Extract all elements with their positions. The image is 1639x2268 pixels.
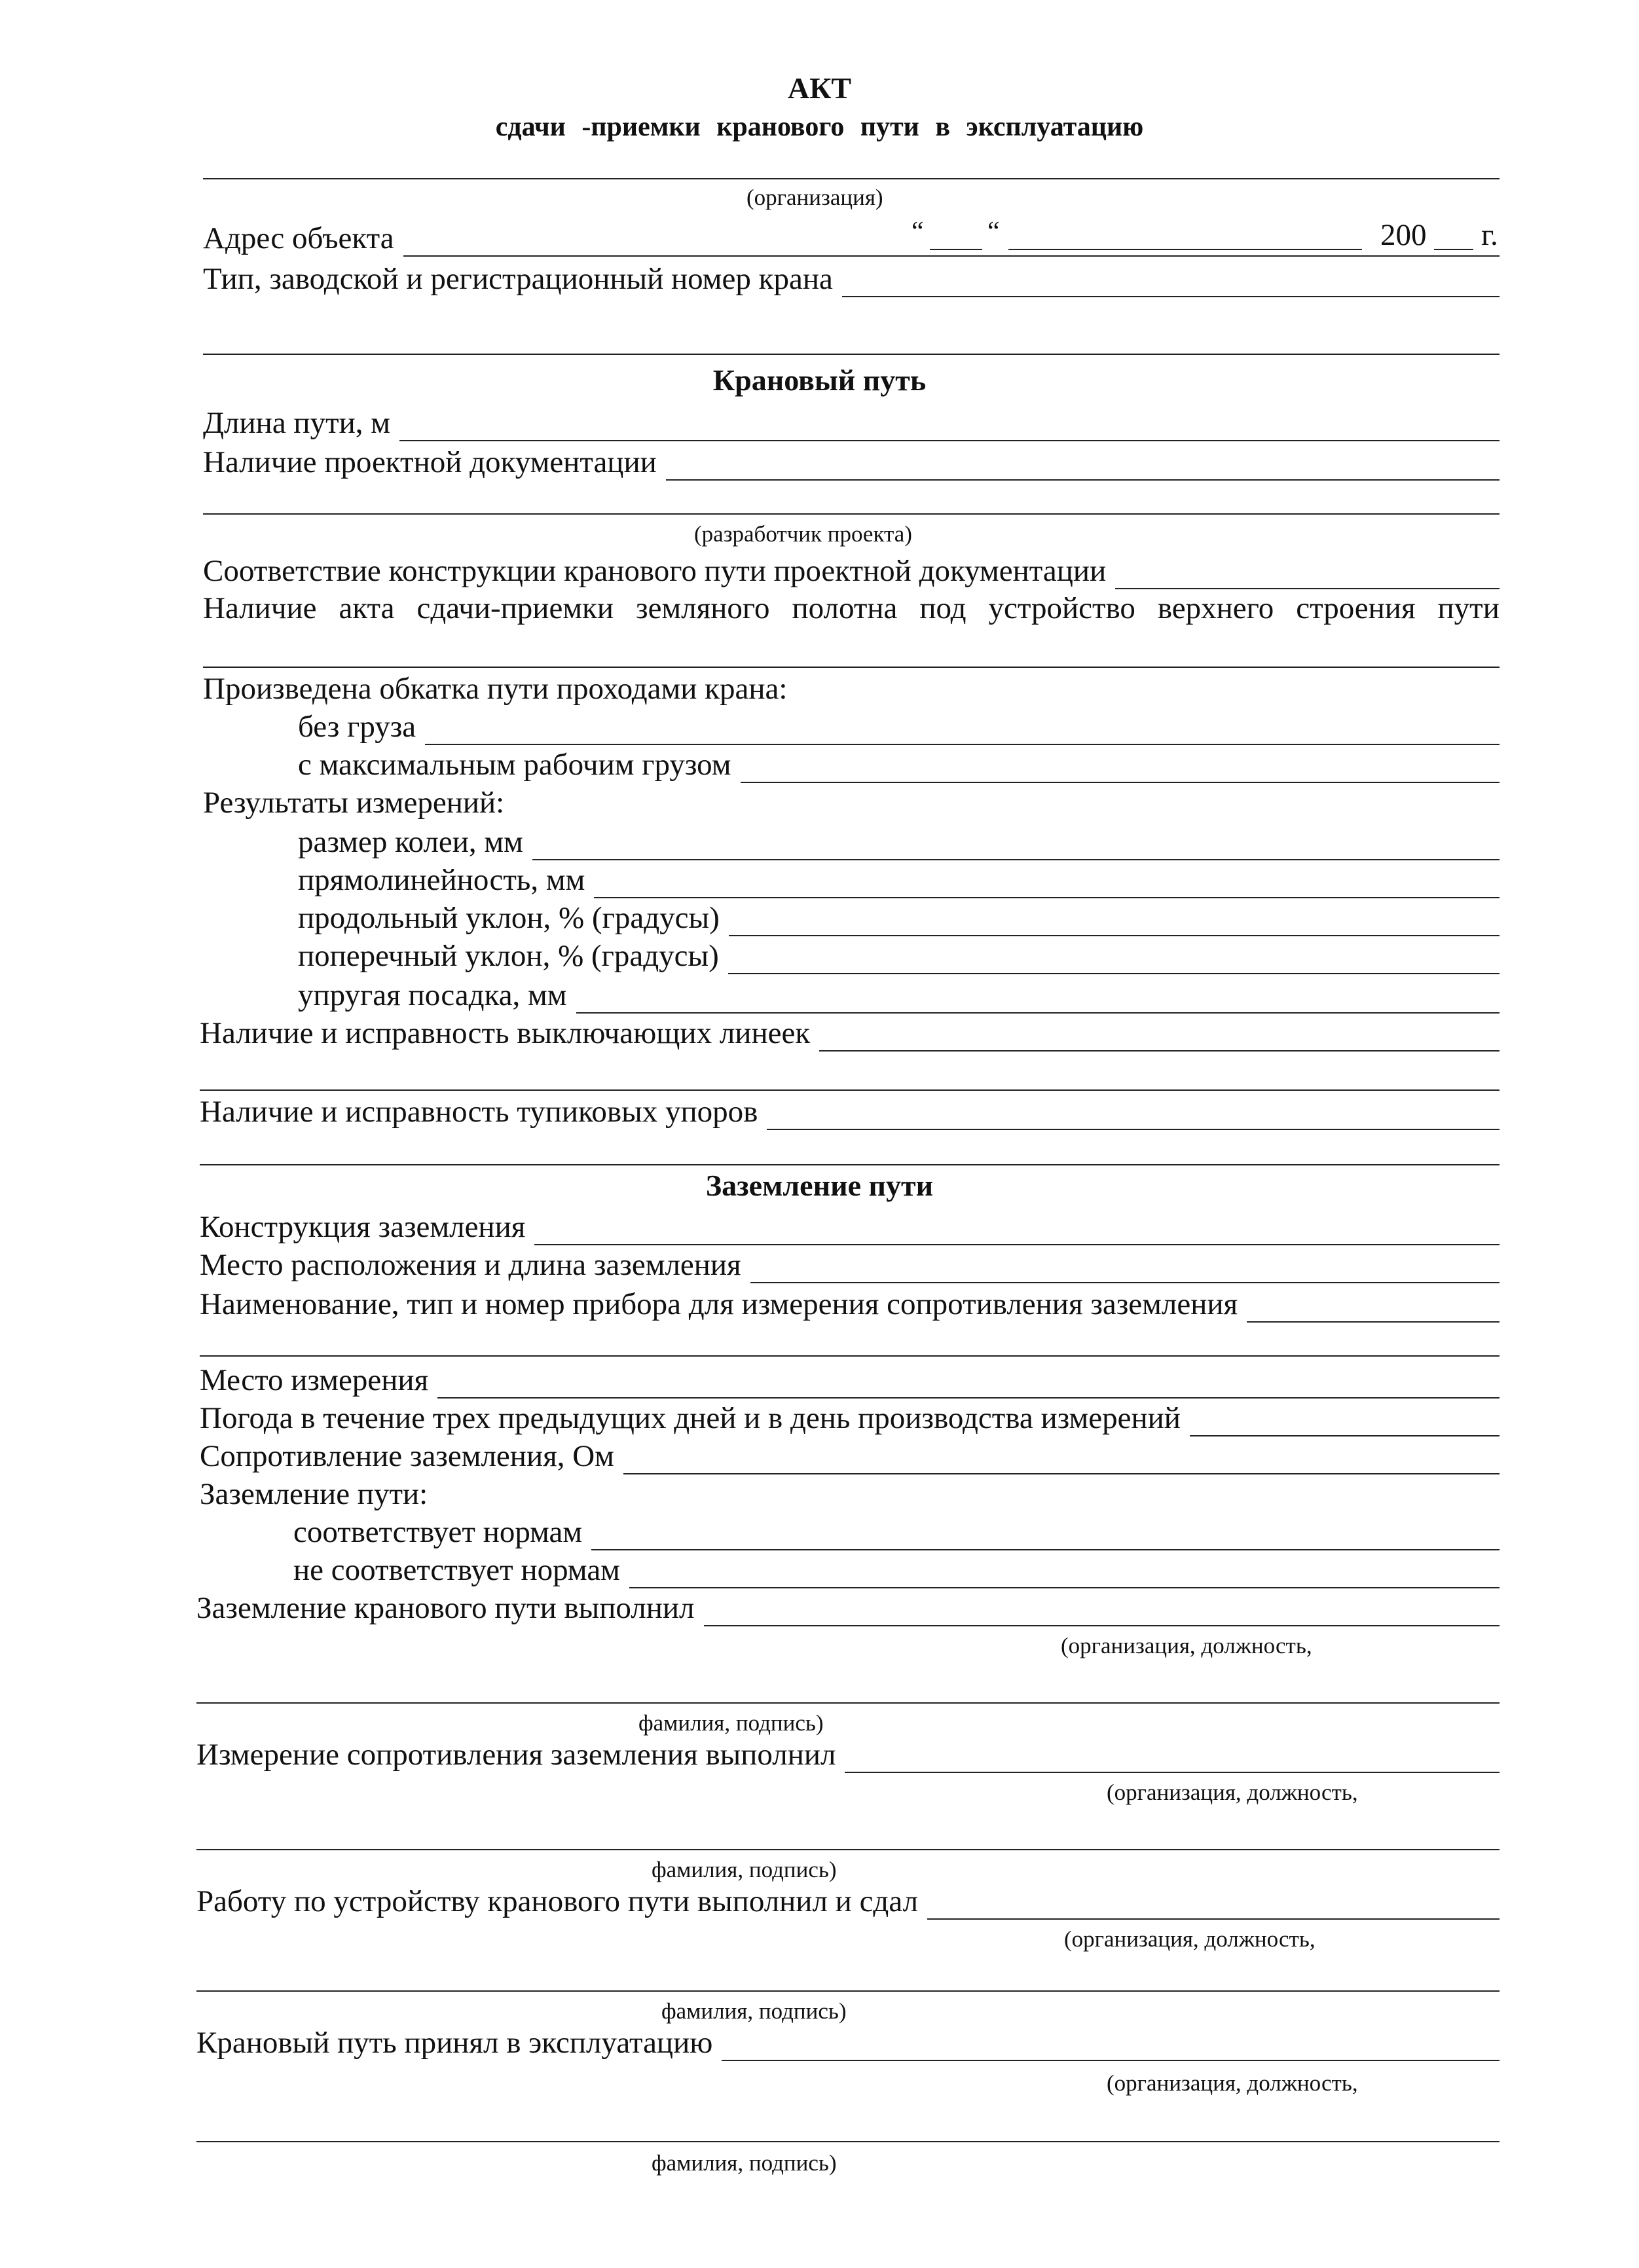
no-load-field[interactable] bbox=[425, 718, 1500, 745]
address-field[interactable] bbox=[403, 229, 1500, 257]
dead-end-stops-row bbox=[200, 1089, 1500, 1130]
elastic-label: упругая посадка, мм bbox=[298, 978, 567, 1012]
track-work-caption-2: фамилия, подпись) bbox=[661, 1998, 847, 2024]
crane-number-field[interactable] bbox=[842, 270, 1500, 297]
earth-act-line bbox=[203, 591, 1500, 626]
conformity-field[interactable] bbox=[1115, 562, 1500, 589]
run-in-row bbox=[203, 667, 1500, 707]
dead-end-stops-field[interactable] bbox=[767, 1103, 1500, 1130]
weather-label: Погода в течение трех предыдущих дней и в день производства измерений bbox=[200, 1401, 1181, 1435]
document-subtitle: сдачи -приемки кранового пути в эксплуатацию bbox=[495, 112, 1144, 142]
measure-place-label: Место измерения bbox=[200, 1363, 429, 1397]
long-slope-label: продольный уклон, % (градусы) bbox=[298, 901, 720, 935]
address-row bbox=[203, 216, 1500, 257]
grounding-construction-label: Конструкция заземления bbox=[200, 1210, 526, 1244]
measurements-label: Результаты измерений: bbox=[203, 786, 505, 820]
max-load-field[interactable] bbox=[741, 756, 1500, 783]
measured-by-row bbox=[196, 1732, 1500, 1773]
date-close-quote: “ bbox=[987, 217, 1000, 247]
earth-act-word: полотна bbox=[792, 591, 898, 625]
measure-place-field[interactable] bbox=[437, 1371, 1500, 1399]
track-work-caption-1: (организация, должность, bbox=[1064, 1926, 1316, 1952]
measuring-device-extra-line[interactable] bbox=[200, 1355, 1500, 1357]
earth-act-word: земляного bbox=[636, 591, 770, 625]
straightness-field[interactable] bbox=[594, 871, 1500, 898]
grounding-conformity-label: Заземление пути: bbox=[200, 1477, 428, 1511]
dead-end-stops-extra-line[interactable] bbox=[200, 1164, 1500, 1165]
measured-by-caption-1: (организация, должность, bbox=[1107, 1780, 1358, 1805]
earth-act-word: строения bbox=[1296, 591, 1416, 625]
accepted-label: Крановый путь принял в эксплуатацию bbox=[196, 2026, 713, 2060]
date-year-prefix: 200 bbox=[1380, 218, 1427, 252]
track-work-field[interactable] bbox=[927, 1892, 1500, 1920]
measured-by-caption-2: фамилия, подпись) bbox=[652, 1857, 837, 1882]
accepted-row bbox=[196, 2021, 1500, 2061]
weather-field[interactable] bbox=[1190, 1409, 1500, 1436]
performed-by-label: Заземление кранового пути выполнил bbox=[196, 1591, 695, 1625]
date-open-quote: “ bbox=[912, 217, 924, 247]
no-load-row bbox=[298, 704, 1500, 745]
date-suffix: г. bbox=[1481, 218, 1498, 252]
performed-by-caption-1: (организация, должность, bbox=[1061, 1633, 1312, 1658]
resistance-row bbox=[200, 1434, 1500, 1474]
earth-act-word: устройство bbox=[988, 591, 1135, 625]
long-slope-row bbox=[298, 896, 1500, 936]
limit-rulers-field[interactable] bbox=[819, 1024, 1500, 1052]
measured-by-field[interactable] bbox=[845, 1746, 1500, 1773]
resistance-label: Сопротивление заземления, Ом bbox=[200, 1439, 614, 1473]
long-slope-field[interactable] bbox=[729, 909, 1500, 936]
limit-rulers-row bbox=[200, 1011, 1500, 1052]
conformity-label: Соответствие конструкции кранового пути проектной документации bbox=[203, 554, 1107, 588]
conforms-field[interactable] bbox=[591, 1523, 1500, 1550]
accepted-extra-line[interactable] bbox=[196, 2141, 1500, 2142]
dead-end-stops-label: Наличие и исправность тупиковых упоров bbox=[200, 1095, 758, 1129]
track-work-label: Работу по устройству кранового пути выполнил и сдал bbox=[196, 1884, 919, 1918]
accepted-caption-2: фамилия, подпись) bbox=[652, 2150, 837, 2176]
crane-track-heading: Крановый путь bbox=[712, 363, 927, 397]
earth-act-word: под bbox=[919, 591, 967, 625]
grounding-label-row bbox=[200, 1472, 1500, 1512]
earth-act-word: Наличие bbox=[203, 591, 317, 625]
project-docs-label: Наличие проектной документации bbox=[203, 445, 657, 479]
performed-by-field[interactable] bbox=[704, 1599, 1500, 1626]
crane-number-row bbox=[203, 257, 1500, 297]
crane-number-extra-line[interactable] bbox=[203, 354, 1500, 355]
accepted-field[interactable] bbox=[722, 2034, 1500, 2061]
track-length-row bbox=[203, 401, 1500, 441]
earth-act-word: верхнего bbox=[1157, 591, 1274, 625]
not-conforms-field[interactable] bbox=[629, 1561, 1500, 1588]
gauge-label: размер колеи, мм bbox=[298, 825, 523, 859]
conforms-label: соответствует нормам bbox=[293, 1515, 583, 1549]
address-label: Адрес объекта bbox=[203, 221, 394, 255]
measure-place-row bbox=[200, 1358, 1500, 1399]
conformity-row bbox=[203, 549, 1500, 589]
project-developer-caption: (разработчик проекта) bbox=[694, 521, 912, 547]
measuring-device-row bbox=[200, 1282, 1500, 1323]
grounding-construction-row bbox=[200, 1205, 1500, 1245]
measuring-device-field[interactable] bbox=[1247, 1295, 1500, 1323]
run-in-label: Произведена обкатка пути проходами крана: bbox=[203, 672, 788, 706]
organization-caption: (организация) bbox=[746, 185, 883, 210]
project-developer-line[interactable] bbox=[203, 513, 1500, 515]
track-work-extra-line[interactable] bbox=[196, 1990, 1500, 1992]
performed-by-caption-2: фамилия, подпись) bbox=[638, 1710, 824, 1736]
straightness-label: прямолинейность, мм bbox=[298, 863, 585, 897]
elastic-row bbox=[298, 973, 1500, 1014]
max-load-label: с максимальным рабочим грузом bbox=[298, 748, 731, 782]
straightness-row bbox=[298, 858, 1500, 898]
limit-rulers-label: Наличие и исправность выключающих линеек bbox=[200, 1016, 811, 1050]
document-title: АКТ bbox=[787, 71, 852, 105]
conforms-row bbox=[293, 1510, 1500, 1550]
performed-by-extra-line[interactable] bbox=[196, 1702, 1500, 1704]
gauge-row bbox=[298, 820, 1500, 860]
cross-slope-label: поперечный уклон, % (градусы) bbox=[298, 939, 719, 973]
cross-slope-field[interactable] bbox=[728, 947, 1500, 974]
max-load-row bbox=[298, 742, 1500, 783]
project-docs-field[interactable] bbox=[666, 453, 1500, 481]
performed-by-row bbox=[196, 1586, 1500, 1626]
accepted-caption-1: (организация, должность, bbox=[1107, 2070, 1358, 2096]
not-conforms-row bbox=[293, 1548, 1500, 1588]
earth-act-word: сдачи-приемки bbox=[416, 591, 614, 625]
grounding-location-field[interactable] bbox=[750, 1256, 1500, 1283]
elastic-field[interactable] bbox=[576, 986, 1500, 1014]
weather-row bbox=[200, 1396, 1500, 1436]
grounding-construction-field[interactable] bbox=[534, 1218, 1500, 1245]
earth-act-word: пути bbox=[1437, 591, 1500, 625]
resistance-field[interactable] bbox=[623, 1447, 1500, 1474]
organization-line[interactable] bbox=[203, 178, 1500, 179]
measuring-device-label: Наименование, тип и номер прибора для измерения сопротивления заземления bbox=[200, 1287, 1238, 1321]
gauge-field[interactable] bbox=[532, 833, 1500, 860]
measured-by-label: Измерение сопротивления заземления выполнил bbox=[196, 1738, 836, 1772]
grounding-heading: Заземление пути bbox=[705, 1169, 934, 1202]
not-conforms-label: не соответствует нормам bbox=[293, 1553, 620, 1587]
measured-by-extra-line[interactable] bbox=[196, 1849, 1500, 1850]
crane-number-label: Тип, заводской и регистрационный номер крана bbox=[203, 262, 833, 296]
track-work-row bbox=[196, 1879, 1500, 1920]
track-length-field[interactable] bbox=[399, 414, 1500, 441]
earth-act-word: акта bbox=[339, 591, 395, 625]
grounding-location-row bbox=[200, 1243, 1500, 1283]
no-load-label: без груза bbox=[298, 710, 416, 744]
project-docs-row bbox=[203, 440, 1500, 481]
measurements-row bbox=[203, 780, 1500, 821]
track-length-label: Длина пути, м bbox=[203, 406, 391, 440]
cross-slope-row bbox=[298, 934, 1500, 974]
grounding-location-label: Место расположения и длина заземления bbox=[200, 1248, 741, 1282]
